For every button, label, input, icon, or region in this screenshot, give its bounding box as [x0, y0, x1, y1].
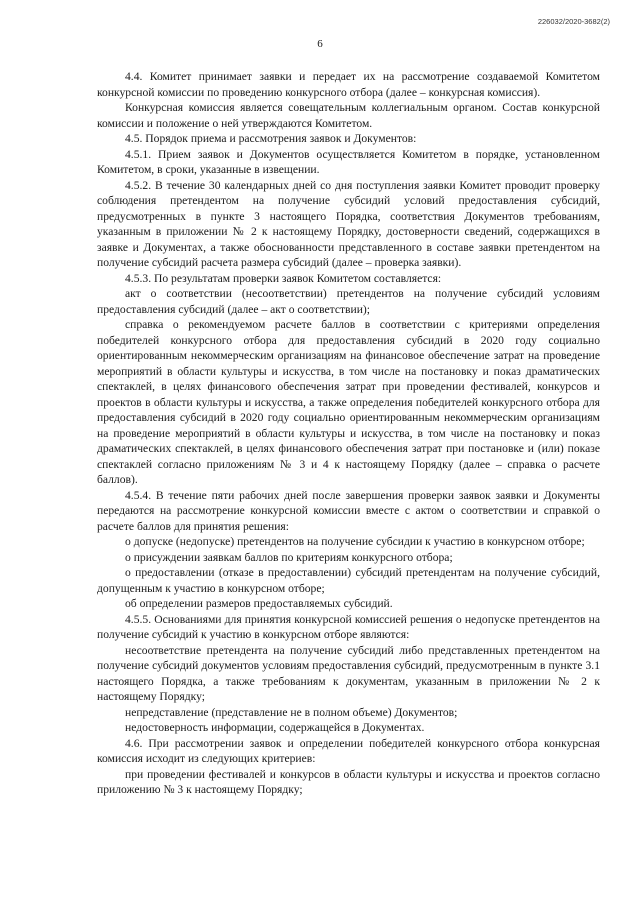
document-number: 226032/2020-3682(2) — [537, 17, 610, 26]
paragraph-4-4: 4.4. Комитет принимает заявки и передает их на рассмотрение создаваемой Комитетом конкурсной комиссии по проведению конкурсного отбора (далее – конкурсная комиссия). — [97, 70, 600, 99]
page-number: 6 — [317, 38, 323, 50]
paragraph-4-5-3: 4.5.3. По результатам проверки заявок Комитетом составляется: — [125, 271, 442, 285]
paragraph-4-6: 4.6. При рассмотрении заявок и определении победителей конкурсного отбора конкурсная комиссия исходит из следующих критериев: — [97, 736, 600, 765]
paragraph-score-note: справка о рекомендуемом расчете баллов в соответствии с критериями определения победителей конкурсного отбора для предоставления субсидий в 2020 году социально ориентированным некоммерческим организациям на финансовое обеспечение затрат на проведение мероприятий в области культуры и искусства, в том числе на постановку и показ драматических спектаклей, в целях финансового обеспечения затрат при проведении фестивалей, конкурсов и проектов в области культуры и искусства, а также определения победителей конкурсного отбора для предоставления субсидий в 2020 году социально ориентированным некоммерческим организациям на проведение мероприятий в области культуры и искусства, в том числе на постановку и показ драматических спектаклей, в целях финансового обеспечения затрат при постановке и (или) показе спектаклей согласно приложениям № 3 и 4 к настоящему Порядку (далее – справка о расчете баллов). — [97, 318, 600, 486]
paragraph-4-5: 4.5. Порядок приема и рассмотрения заявок и Документов: — [125, 132, 417, 145]
paragraph-nonconformity: несоответствие претендента на получение субсидий либо представленных претендентом на получение субсидий документов условиям предоставления субсидий, предусмотренным в пункте 3.1 настоящего Порядка, а также требованиям к документам, указанным в приложении № 2 к настоящему Порядку; — [97, 643, 600, 703]
paragraph-scoring: о присуждении заявкам баллов по критериям конкурсного отбора; — [125, 550, 453, 564]
paragraph-act: акт о соответствии (несоответствии) претендентов на получение субсидий условиям предоставления субсидий (далее – акт о соответствии); — [97, 287, 600, 316]
paragraph-4-5-2: 4.5.2. В течение 30 календарных дней со дня поступления заявки Комитет проводит проверку соблюдения претендентом на получение субсидий условий предоставления субсидий, предусмотренных в пункте 3 настоящего Порядка, соответствия Документов требованиям, указанным в приложении № 2 к настоящему Порядку, достоверности сведений, содержащихся в заявке и Документах, а также обоснованности представленного в составе заявки претендентом на получение субсидий расчета размера субсидий (далее – проверка заявки). — [97, 178, 600, 269]
paragraph-4-5-4: 4.5.4. В течение пяти рабочих дней после завершения проверки заявок заявки и Документы передаются на рассмотрение конкурсной комиссии вместе с актом о соответствии и справкой о расчете баллов для принятия решения: — [97, 488, 600, 533]
paragraph-4-5-1: 4.5.1. Прием заявок и Документов осуществляется Комитетом в порядке, установленном Комитетом, в сроки, указанные в извещении. — [97, 147, 600, 176]
paragraph-4-5-5: 4.5.5. Основаниями для принятия конкурсной комиссией решения о недопуске претендентов на получение субсидий к участию в конкурсном отборе являются: — [97, 612, 600, 641]
paragraph-commission: Конкурсная комиссия является совещательным коллегиальным органом. Состав конкурсной комиссии и положение о ней утверждаются Комитетом. — [97, 101, 600, 130]
paragraph-amounts: об определении размеров предоставляемых субсидий. — [125, 597, 393, 610]
paragraph-admission: о допуске (недопуске) претендентов на получение субсидии к участию в конкурсном отборе; — [125, 535, 585, 548]
document-body — [97, 69, 600, 798]
paragraph-inaccuracy: недостоверность информации, содержащейся в Документах. — [125, 721, 425, 734]
paragraph-festivals: при проведении фестивалей и конкурсов в области культуры и искусства и проектов согласно приложению № 3 к настоящему Порядку; — [97, 767, 600, 796]
paragraph-granting: о предоставлении (отказе в предоставлении) субсидий претендентам на получение субсидий, допущенным к участию в конкурсном отборе; — [97, 566, 600, 595]
paragraph-nonsubmission: непредставление (представление не в полном объеме) Документов; — [125, 705, 458, 719]
